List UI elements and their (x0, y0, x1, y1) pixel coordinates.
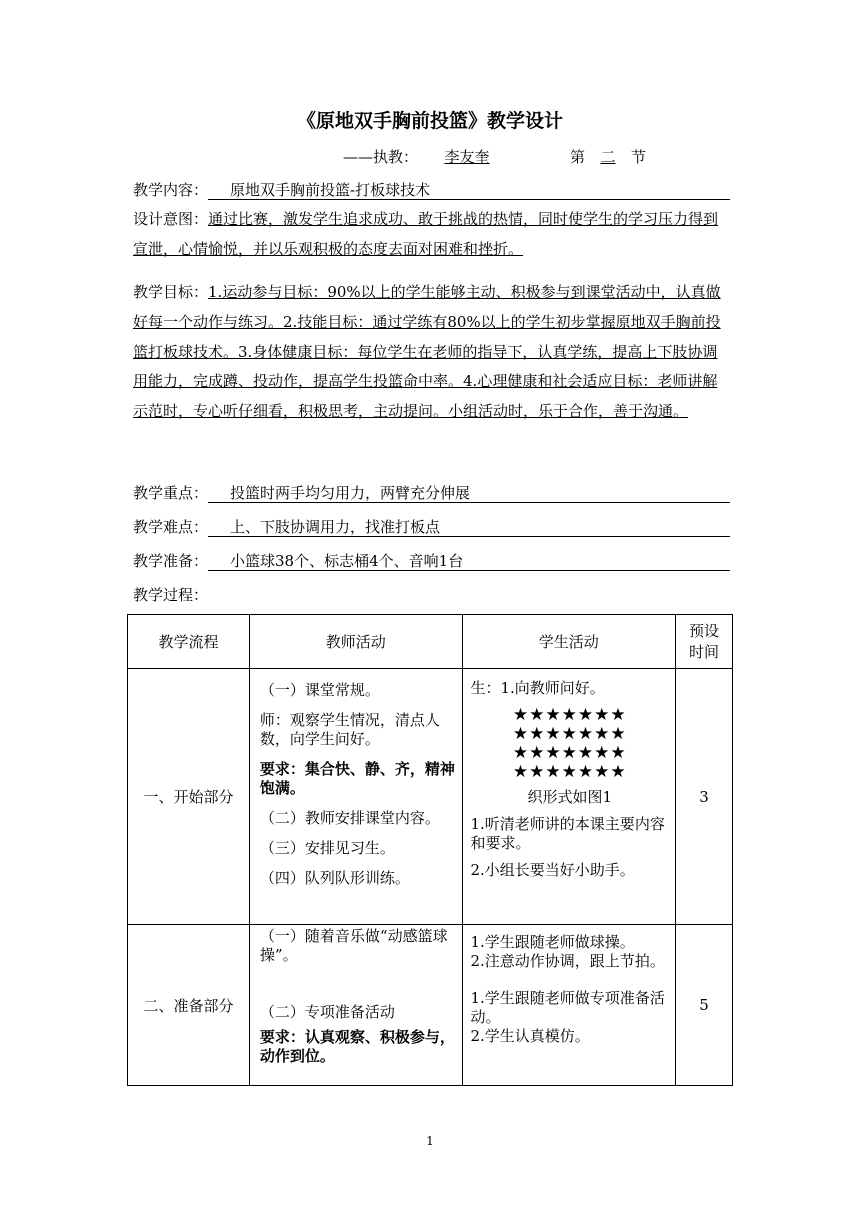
section-number: 二 (600, 148, 616, 166)
star-row: ★★★★★★★ (512, 762, 627, 782)
table-header-row (128, 615, 733, 669)
header-teacher: 教师活动 (249, 615, 462, 669)
difficulty-value: 上、下肢协调用力，找准打板点 (208, 518, 730, 537)
section-suffix: 节 (631, 148, 647, 166)
header-phase: 教学流程 (128, 615, 250, 669)
byline (343, 146, 646, 167)
content-value: 原地双手胸前投篮-打板球技术 (208, 181, 730, 200)
goal-label: 教学目标： (133, 283, 209, 301)
intent-paragraph (133, 205, 731, 265)
byline-prefix: ——执教： (343, 148, 419, 166)
student-item: 生：1.向教师问好。 (470, 679, 605, 697)
intent-value: 通过比赛，激发学生追求成功、敢于挑战的热情，同时使学生的学习压力得到宣泄，心情愉悦，并以乐观积极的态度去面对困难和挫折。 (133, 210, 719, 258)
student-item: 1.听清老师讲的本课主要内容和要求。 (470, 815, 665, 852)
intent-label: 设计意图： (133, 210, 209, 228)
star-row: ★★★★★★★ (512, 743, 627, 763)
formation-caption: 织形式如图1 (527, 788, 612, 806)
header-time: 预设时间 (675, 615, 732, 669)
student-item: 2.学生认真模仿。 (470, 1027, 590, 1045)
time-cell: 5 (675, 925, 732, 1086)
teacher-item: （三）安排见习生。 (259, 839, 395, 857)
teacher-item: 师：观察学生情况，清点人数，向学生问好。 (259, 711, 440, 748)
student-item: 2.注意动作协调，跟上节拍。 (470, 952, 665, 970)
requirement-text: 要求：集合快、静、齐，精神饱满。 (259, 760, 455, 797)
student-item: 1.学生跟随老师做专项准备活动。 (470, 989, 665, 1026)
document-title: 《原地双手胸前投篮》教学设计 (296, 110, 563, 132)
phase-cell: 二、准备部分 (128, 925, 250, 1086)
table-row (128, 925, 733, 1086)
key-value: 投篮时两手均匀用力，两臂充分伸展 (208, 484, 730, 503)
teacher-item: （一）课堂常规。 (259, 681, 380, 699)
header-student: 学生活动 (462, 615, 675, 669)
teacher-item: （二）教师安排课堂内容。 (259, 809, 440, 827)
key-label: 教学重点： (133, 484, 209, 502)
requirement-text: 要求：认真观察、积极参与，动作到位。 (259, 1028, 455, 1065)
goal-paragraph (133, 278, 731, 427)
student-item: 1.学生跟随老师做球操。 (470, 933, 635, 951)
page-number: 1 (426, 1134, 434, 1148)
section-prefix: 第 (570, 148, 586, 166)
star-row: ★★★★★★★ (512, 705, 627, 725)
teacher-cell (249, 925, 462, 1086)
prep-line (133, 550, 730, 571)
time-cell: 3 (675, 669, 732, 925)
key-line (133, 482, 730, 503)
formation-diagram (471, 706, 669, 782)
student-item: 2.小组长要当好小助手。 (470, 861, 635, 879)
content-line (133, 179, 730, 200)
prep-label: 教学准备： (133, 552, 209, 570)
student-cell (462, 925, 675, 1086)
star-row: ★★★★★★★ (512, 724, 627, 744)
prep-value: 小篮球38个、标志桶4个、音响1台 (208, 552, 730, 571)
teacher-item: （四）队列队形训练。 (259, 869, 410, 887)
student-cell (462, 669, 675, 925)
process-label: 教学过程： (133, 586, 209, 604)
phase-cell: 一、开始部分 (128, 669, 250, 925)
table-row (128, 669, 733, 925)
teacher-item: （一）随着音乐做“动感篮球操”。 (259, 927, 448, 964)
difficulty-line (133, 516, 730, 537)
process-table (127, 614, 733, 1086)
content-label: 教学内容： (133, 181, 209, 199)
goal-value: 1.运动参与目标：90%以上的学生能够主动、积极参与到课堂活动中，认真做好每一个动作与练习。2.技能目标：通过学练有80%以上的学生初步掌握原地双手胸前投篮打板球技术。3.身体健康目标：每位学生在老师的指导下，认真学练，提高上下肢协调用能力，完成蹲、投动作，提高学生投篮命中率。4.心理健康和社会适应目标：老师讲解示范时，专心听仔细看，积极思考，主动提问。小组活动时，乐于合作，善于沟通。 (133, 283, 721, 421)
teacher-item: （二）专项准备活动 (259, 1003, 395, 1021)
difficulty-label: 教学难点： (133, 518, 209, 536)
teacher-cell (249, 669, 462, 925)
teacher-name: 李友奎 (444, 148, 490, 166)
